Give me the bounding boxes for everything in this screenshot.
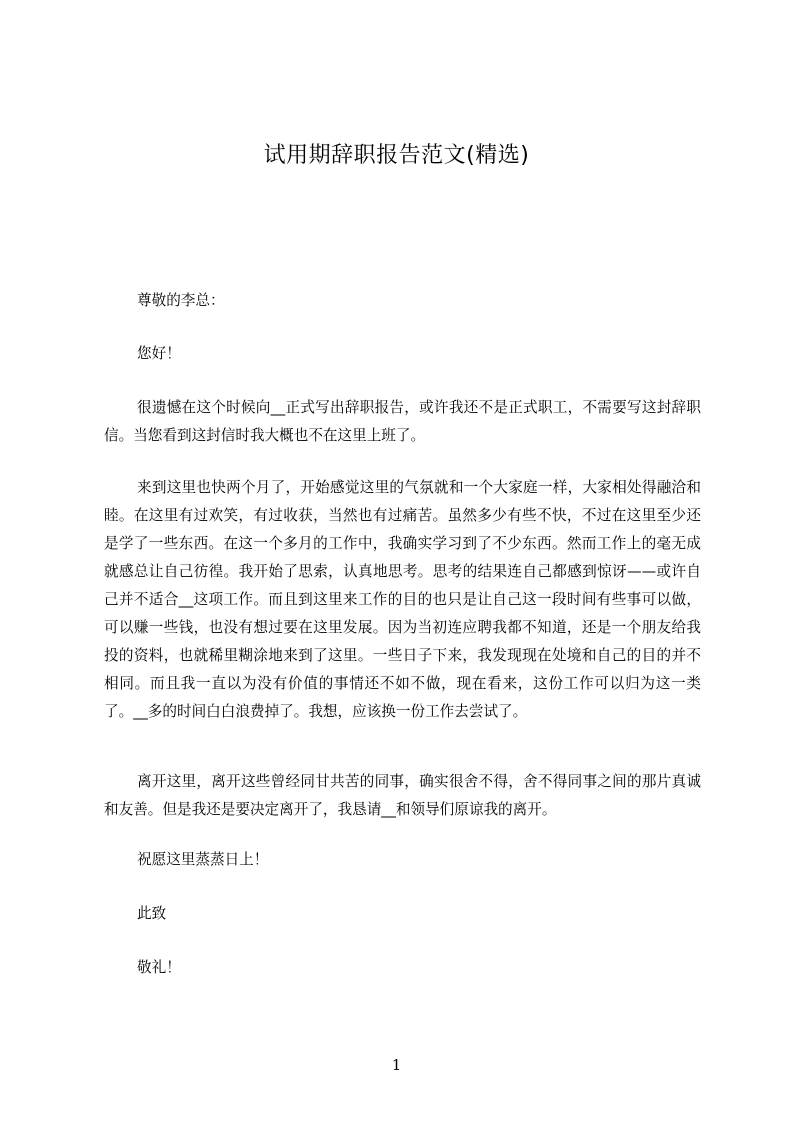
paragraph-3: 离开这里，离开这些曾经同甘共苦的同事，确实很舍不得，舍不得同事之间的那片真诚和友善。但是我还是要决定离开了，我恳请__和领导们原谅我的离开。 (104, 773, 701, 818)
paragraph-1: 很遗憾在这个时候向__正式写出辞职报告，或许我还不是正式职工，不需要写这封辞职信。当您看到这封信时我大概也不在这里上班了。 (104, 399, 701, 444)
greeting: 您好！ (137, 345, 181, 362)
salutation: 尊敬的李总： (137, 292, 225, 309)
paragraph-2: 来到这里也快两个月了，开始感觉这里的气氛就和一个大家庭一样，大家相处得融洽和睦。在这里有过欢笑，有过收获，当然也有过痛苦。虽然多少有些不快，不过在这里至少还是学了一些东西。在这一个多月的工作中，我确实学习到了不少东西。然而工作上的毫无成就感总让自己彷徨。我开始了思索，认真地思考。思考的结果连自己都感到惊讶——或许自己并不适合__这项工作。而且到这里来工作的目的也只是让自己这一段时间有些事可以做，可以赚一些钱，也没有想过要在这里发展。因为当初连应聘我都不知道，还是一个朋友给我投的资料，也就稀里糊涂地来到了这里。一些日子下来，我发现现在处境和自己的目的并不相同。而且我一直以为没有价值的事情还不如不做，现在看来，这份工作可以归为这一类了。__多的时间白白浪费掉了。我想，应该换一份工作去尝试了。 (104, 479, 701, 720)
closing-wish: 祝愿这里蒸蒸日上！ (137, 851, 269, 868)
page-number: 1 (391, 1056, 402, 1074)
closing-jingli: 敬礼！ (137, 959, 181, 976)
closing-cizhi: 此致 (137, 905, 167, 922)
document-title: 试用期辞职报告范文(精选) (263, 143, 530, 168)
